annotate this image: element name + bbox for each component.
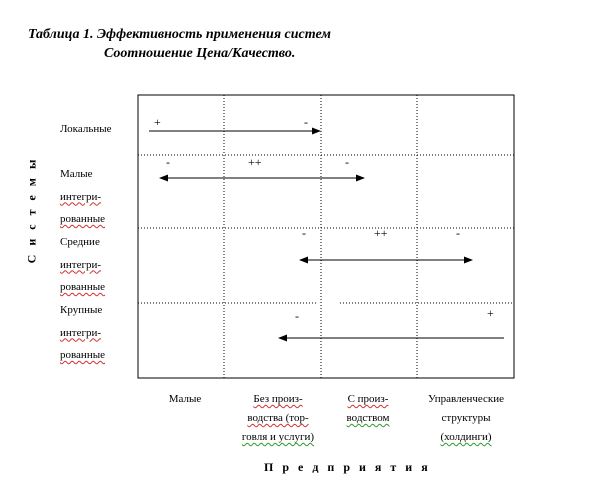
col-label-holdings: Управленческие структуры (холдинги) <box>427 393 505 443</box>
row-label-large-integrated: Крупные интегри- рованные <box>60 304 105 361</box>
row-label-small-integrated: Малые интегри- рованные <box>60 168 105 225</box>
col-label-no-production: Без произ- водства (тор- говля и услуги) <box>241 393 315 443</box>
table-title-line1: Таблица 1. Эффективность применения систем <box>28 27 331 42</box>
table-title-line2: Соотношение Цена/Качество. <box>104 46 296 61</box>
mark-r2-end: - <box>345 155 349 169</box>
mark-r3-mid: ++ <box>374 226 388 240</box>
col-label-production: С произ- водством <box>346 393 390 424</box>
mark-r3-start: - <box>302 226 306 240</box>
row-label-local: Локальные <box>60 123 112 135</box>
mark-r2-mid: ++ <box>248 155 262 169</box>
mark-r1-start: + <box>154 115 161 129</box>
vertical-axis-label: С и с т е м ы <box>24 156 39 264</box>
mark-r1-end: - <box>304 115 308 129</box>
horizontal-axis-label: П р е д п р и я т и я <box>264 460 431 474</box>
row-label-medium-integrated: Средние интегри- рованные <box>60 236 105 293</box>
mark-r2-start: - <box>166 155 170 169</box>
mark-r4-start: - <box>295 309 299 323</box>
mark-r4-end: + <box>487 306 494 320</box>
mark-r3-end: - <box>456 226 460 240</box>
col-label-small: Малые <box>168 393 202 405</box>
